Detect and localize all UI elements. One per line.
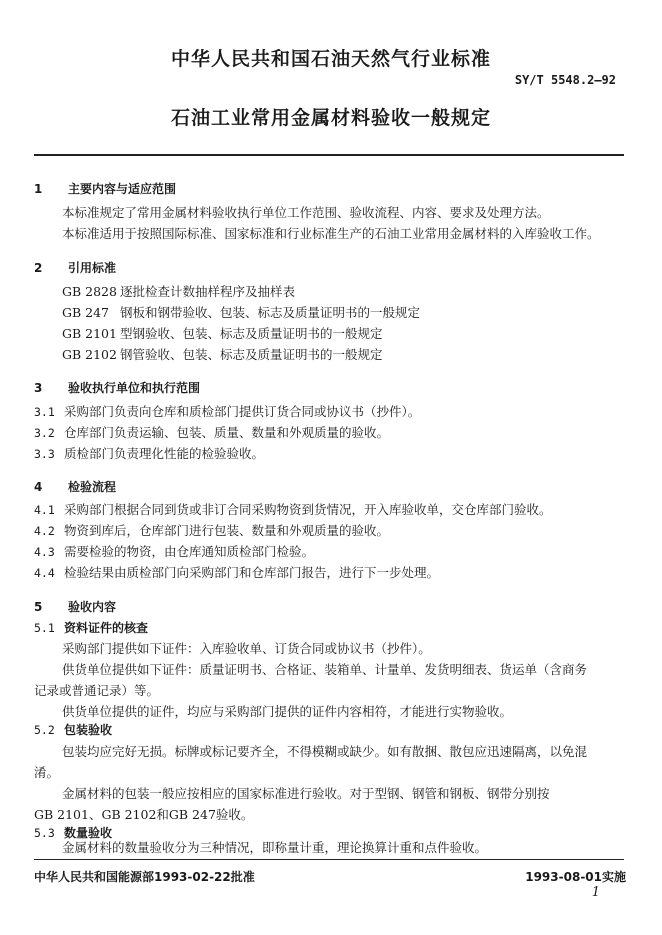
paragraph: 本标准适用于按照国际标准、国家标准和行业标准生产的石油工业常用金属材料的入库验收工作。 [62, 226, 600, 241]
clause-number: 4.4 [34, 566, 55, 580]
clause-text: 需要检验的物资，由仓库通知质检部门检验。 [64, 544, 315, 559]
clause-item [34, 423, 389, 441]
footer-divider [34, 859, 624, 860]
clause-item [34, 444, 264, 462]
clause-item [34, 500, 552, 518]
paragraph: 本标准规定了常用金属材料验收执行单位工作范围、验收流程、内容、要求及处理方法。 [62, 205, 550, 220]
section-1-heading [34, 180, 176, 197]
subsection-title: 资料证件的核查 [64, 621, 149, 635]
reference-text: 钢管验收、包装、标志及质量证明书的一般规定 [120, 347, 383, 362]
subsection-5-2-heading [34, 721, 112, 738]
clause-number: 5.1 [34, 621, 55, 635]
reference-code: GB 2102 [62, 347, 117, 362]
section-title: 验收内容 [68, 600, 117, 614]
reference-item [62, 324, 383, 342]
reference-code: GB 2828 [62, 284, 117, 299]
clause-item [34, 563, 439, 581]
section-5-heading [34, 598, 116, 615]
section-number: 2 [34, 261, 43, 275]
clause-text: 物资到库后，仓库部门进行包装、数量和外观质量的验收。 [64, 523, 390, 538]
paragraph-continuation: 淆。 [34, 765, 60, 780]
page-number: 1 [591, 885, 600, 900]
paragraph: 供货单位提供的证件，均应与采购部门提供的证件内容相符，才能进行实物验收。 [62, 704, 513, 719]
reference-text: 逐批检查计数抽样程序及抽样表 [120, 284, 296, 299]
clause-text: 检验结果由质检部门向采购部门和仓库部门报告，进行下一步处理。 [64, 565, 440, 580]
clause-number: 4.1 [34, 503, 55, 517]
clause-text: 仓库部门负责运输、包装、质量、数量和外观质量的验收。 [64, 425, 390, 440]
clause-text: 采购部门负责向仓库和质检部门提供订货合同或协议书（抄件）。 [64, 404, 421, 419]
reference-item [62, 282, 295, 300]
subsection-5-1-heading [34, 619, 148, 636]
header-divider [34, 154, 624, 156]
paragraph-continuation: 记录或普通记录）等。 [34, 683, 160, 698]
clause-item [34, 402, 420, 420]
section-4-heading [34, 478, 116, 495]
section-title: 主要内容与适应范围 [68, 182, 177, 196]
section-title: 检验流程 [68, 480, 117, 494]
subsection-title: 包装验收 [64, 723, 113, 737]
clause-number: 4.2 [34, 524, 55, 538]
clause-number: 5.2 [34, 723, 55, 737]
paragraph: 采购部门提供如下证件：入库验收单、订货合同或协议书（抄件）。 [62, 641, 431, 656]
clause-number: 3.2 [34, 426, 55, 440]
reference-text: 钢板和钢带验收、包装、标志及质量证明书的一般规定 [120, 305, 421, 320]
section-title: 验收执行单位和执行范围 [68, 381, 201, 395]
clause-number: 3.3 [34, 447, 55, 461]
section-title: 引用标准 [68, 261, 117, 275]
reference-code: GB 2101 [62, 326, 117, 341]
paragraph: 金属材料的包装一般应按相应的国家标准进行验收。对于型钢、钢管和钢板、钢带分别按 [62, 786, 550, 801]
section-number: 3 [34, 381, 43, 395]
clause-item [34, 521, 389, 539]
reference-item [62, 303, 420, 321]
clause-item [34, 542, 314, 560]
section-number: 4 [34, 480, 43, 494]
approval-statement: 中华人民共和国能源部1993-02-22批准 [34, 870, 255, 884]
clause-number: 5.3 [34, 826, 55, 840]
document-title: 石油工业常用金属材料验收一般规定 [170, 107, 491, 129]
paragraph-continuation: GB 2101、GB 2102和GB 247验收。 [34, 807, 254, 822]
paragraph: 供货单位提供如下证件：质量证明书、合格证、装箱单、计量单、发货明细表、货运单（含商务 [62, 662, 588, 677]
section-number: 1 [34, 182, 43, 196]
implementation-date: 1993-08-01实施 [525, 870, 626, 884]
paragraph: 金属材料的数量验收分为三种情况，即称量计重，理论换算计重和点件验收。 [62, 840, 488, 855]
clause-number: 4.3 [34, 545, 55, 559]
reference-item [62, 345, 383, 363]
section-number: 5 [34, 600, 43, 614]
section-3-heading [34, 379, 200, 396]
clause-text: 质检部门负责理化性能的检验验收。 [64, 446, 265, 461]
standard-category-heading: 中华人民共和国石油天然气行业标准 [170, 48, 491, 70]
subsection-title: 数量验收 [64, 826, 113, 840]
section-2-heading [34, 259, 116, 276]
reference-code: GB 247 [62, 305, 110, 320]
clause-text: 采购部门根据合同到货或非订合同采购物资到货情况，开入库验收单，交仓库部门验收。 [64, 502, 552, 517]
clause-number: 3.1 [34, 405, 55, 419]
reference-text: 型钢验收、包装、标志及质量证明书的一般规定 [120, 326, 383, 341]
paragraph: 包装均应完好无损。标牌或标记要齐全，不得模糊或缺少。如有散捆、散包应迅速隔离，以免混 [62, 744, 588, 759]
standard-number: SY/T 5548.2—92 [514, 73, 616, 87]
